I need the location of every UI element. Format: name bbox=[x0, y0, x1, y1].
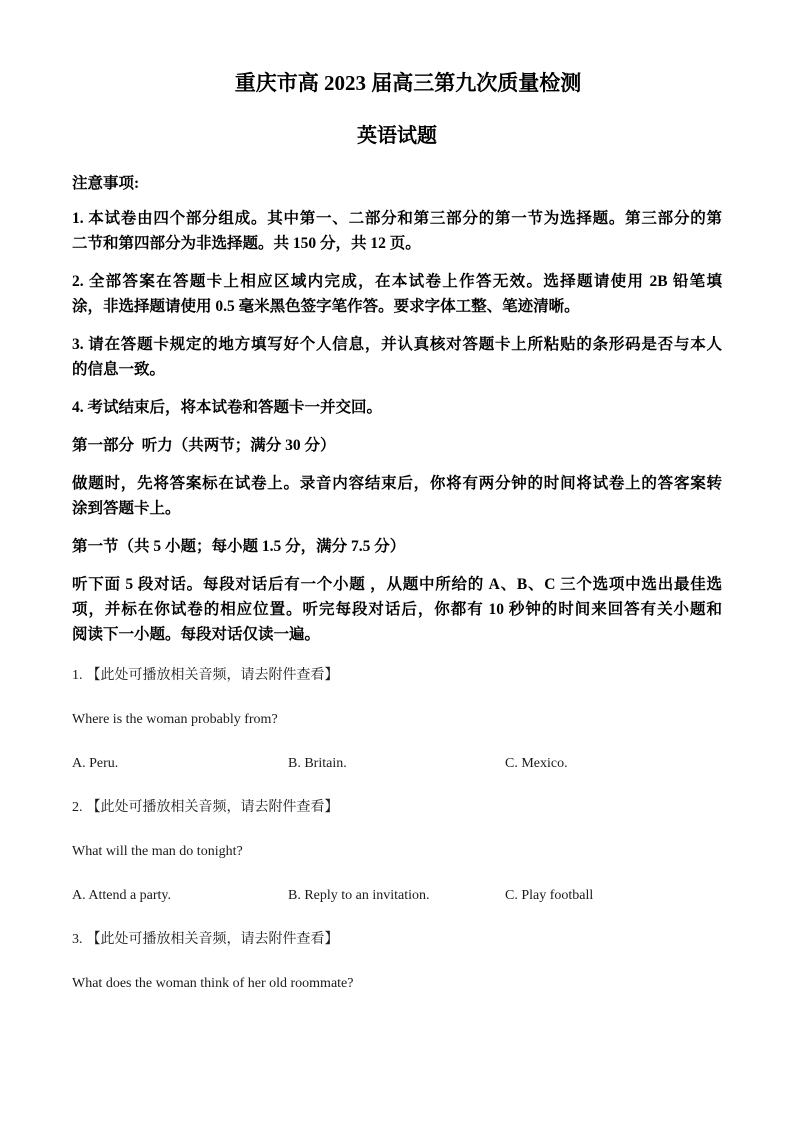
question-audio-row bbox=[72, 798, 722, 818]
question-options bbox=[72, 754, 722, 774]
notice-item-line: 4. 考试结束后，将本试卷和答题卡一并交回。 bbox=[72, 399, 383, 416]
notice-item-3 bbox=[72, 332, 722, 382]
part-heading: 第一部分 听力（共两节；满分 30 分） bbox=[72, 437, 336, 454]
instruction-line: 涂到答题卡上。 bbox=[72, 500, 181, 517]
question-audio-row bbox=[72, 666, 722, 686]
option-c: C. Mexico. bbox=[505, 756, 568, 771]
notice-item-2 bbox=[72, 269, 722, 319]
audio-placeholder: 【此处可播放相关音频，请去附件查看】 bbox=[86, 800, 339, 815]
question-number: 1. bbox=[72, 668, 83, 683]
option-c: C. Play football bbox=[505, 888, 594, 903]
notice-item-line: 1. 本试卷由四个部分组成。其中第一、二部分和第三部分的第一节为选择题。第三部分的第 bbox=[72, 210, 722, 227]
notice-item-4 bbox=[72, 395, 722, 420]
instruction-line: 做题时，先将答案标在试卷上。录音内容结束后，你将有两分钟的时间将试卷上的答客案转 bbox=[72, 475, 722, 492]
instruction-line: 听下面 5 段对话。每段对话后有一个小题 ，从题中所给的 A、B、C 三个选项中选出最佳选 bbox=[72, 576, 722, 593]
notice-item-1 bbox=[72, 206, 722, 256]
instruction-line: 阅读下一小题。每段对话仅读一遍。 bbox=[72, 626, 321, 643]
notice-item-line: 的信息一致。 bbox=[72, 361, 166, 378]
exam-instructions bbox=[72, 171, 722, 647]
question-number: 3. bbox=[72, 932, 83, 947]
option-b: B. Britain. bbox=[288, 756, 347, 771]
option-a: A. Peru. bbox=[72, 756, 119, 771]
section-instruction bbox=[72, 572, 722, 647]
question-list bbox=[72, 666, 722, 994]
audio-placeholder: 【此处可播放相关音频，请去附件查看】 bbox=[86, 668, 339, 683]
notice-heading: 注意事项: bbox=[72, 175, 140, 192]
exam-subtitle: 英语试题 bbox=[357, 125, 437, 147]
part-instruction bbox=[72, 471, 722, 521]
option-a: A. Attend a party. bbox=[72, 888, 172, 903]
notice-item-line: 二节和第四部分为非选择题。共 150 分，共 12 页。 bbox=[72, 235, 421, 252]
section-heading: 第一节（共 5 小题；每小题 1.5 分，满分 7.5 分） bbox=[72, 538, 406, 555]
notice-item-line: 3. 请在答题卡规定的地方填写好个人信息，并认真核对答题卡上所粘贴的条形码是否与本人 bbox=[72, 336, 722, 353]
option-b: B. Reply to an invitation. bbox=[288, 888, 430, 903]
question-stem: What does the woman think of her old roommate? bbox=[72, 976, 354, 991]
question-stem: Where is the woman probably from? bbox=[72, 712, 278, 727]
question-number: 2. bbox=[72, 800, 83, 815]
question-audio-row bbox=[72, 930, 722, 950]
question-options bbox=[72, 886, 722, 906]
audio-placeholder: 【此处可播放相关音频，请去附件查看】 bbox=[86, 932, 339, 947]
instruction-line: 项，并标在你试卷的相应位置。听完每段对话后，你都有 10 秒钟的时间来回答有关小题和 bbox=[72, 601, 722, 618]
exam-title: 重庆市高 2023 届高三第九次质量检测 bbox=[234, 71, 582, 95]
notice-item-line: 涂，非选择题请使用 0.5 毫米黑色签字笔作答。要求字体工整、笔迹清晰。 bbox=[72, 298, 580, 315]
question-stem: What will the man do tonight? bbox=[72, 844, 243, 859]
notice-item-line: 2. 全部答案在答题卡上相应区域内完成，在本试卷上作答无效。选择题请使用 2B 铅笔填 bbox=[72, 273, 722, 290]
